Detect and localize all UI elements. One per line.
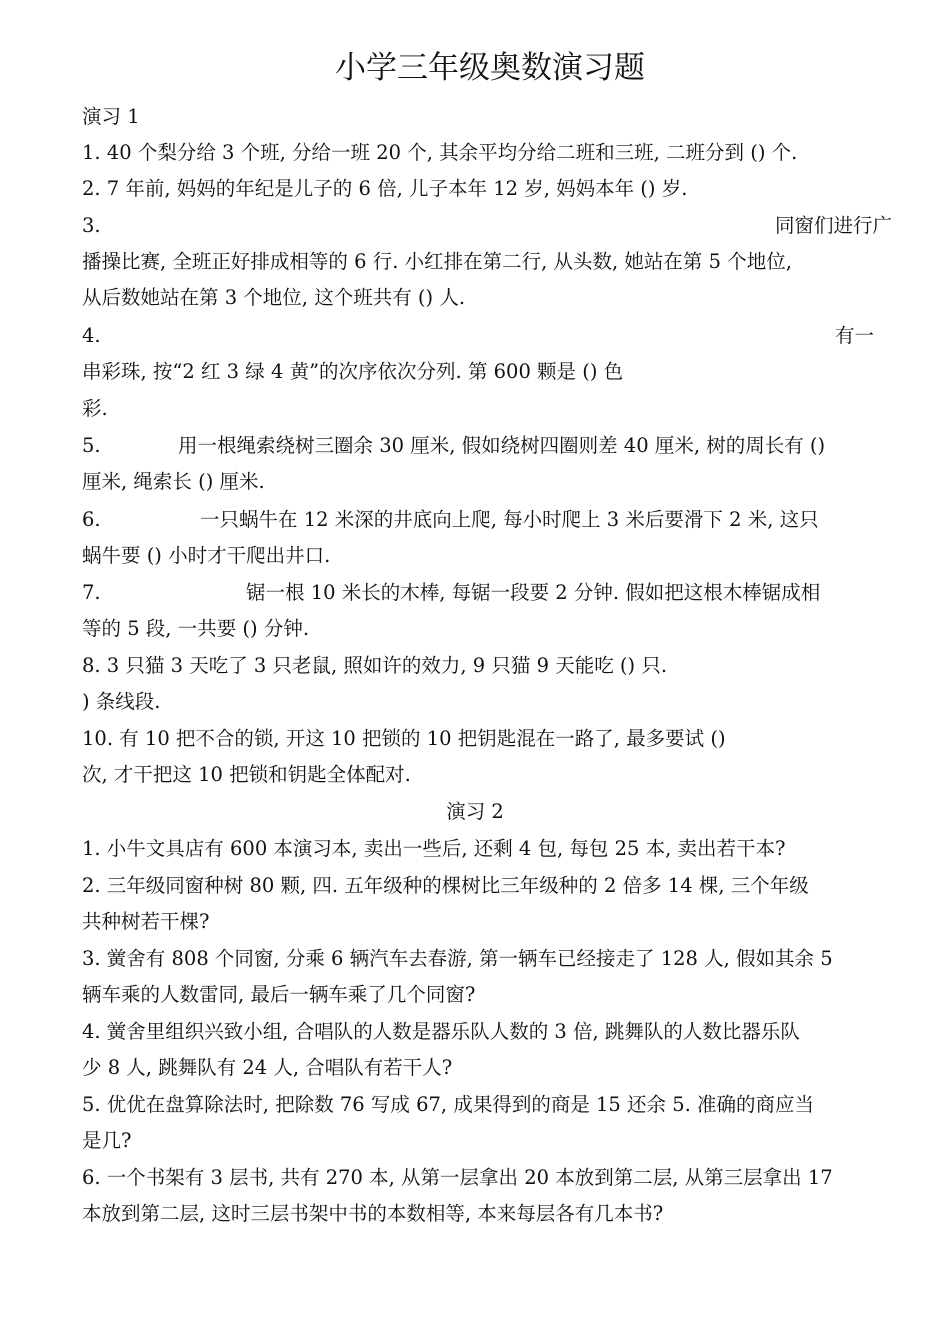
problem-number: 4. [82,324,101,347]
problem-line: 少 8 人, 跳舞队有 24 人, 合唱队有若干人? [82,1056,453,1079]
problem-line: 2. 7 年前, 妈妈的年纪是儿子的 6 倍, 儿子本年 12 岁, 妈妈本年 () 岁. [82,177,688,200]
problem-line: 厘米, 绳索长 () 厘米. [82,470,265,493]
problem-line: 用一根绳索绕树三圈余 30 厘米, 假如绕树四圈则差 40 厘米, 树的周长有 () [178,434,826,457]
problem-line: 10. 有 10 把不合的锁, 开这 10 把锁的 10 把钥匙混在一路了, 最多要试 () [82,727,726,750]
problem-line: 播操比赛, 全班正好排成相等的 6 行. 小红排在第二行, 从头数, 她站在第 5 个地位, [82,250,792,273]
problem-line: 从后数她站在第 3 个地位, 这个班共有 () 人. [82,286,466,309]
problem-number: 3. [82,214,101,237]
problem-line: 4. 黉舍里组织兴致小组, 合唱队的人数是器乐队人数的 3 倍, 跳舞队的人数比器乐队 [82,1020,800,1043]
problem-line: 是几? [82,1129,132,1152]
page-title: 小学三年级奥数演习题 [335,50,645,86]
problem-line: 蜗牛要 () 小时才干爬出井口. [82,544,331,567]
section-heading-1: 演习 1 [82,105,140,128]
problem-line: 次, 才干把这 10 把锁和钥匙全体配对. [82,763,411,786]
problem-number: 5. [82,434,101,457]
problem-line: 6. 一个书架有 3 层书, 共有 270 本, 从第一层拿出 20 本放到第二层, 从第三层拿出 17 [82,1166,833,1189]
problem-number: 6. [82,508,101,531]
problem-line: 共种树若干棵? [82,910,210,933]
problem-line: 3. 黉舍有 808 个同窗, 分乘 6 辆汽车去春游, 第一辆车已经接走了 128 人, 假如其余 5 [82,947,833,970]
section-heading-2: 演习 2 [446,800,504,823]
problem-line: 本放到第二层, 这时三层书架中书的本数相等, 本来每层各有几本书? [82,1202,664,1225]
problem-line: 一只蜗牛在 12 米深的井底向上爬, 每小时爬上 3 米后要滑下 2 米, 这只 [200,508,819,531]
problem-line: 有一 [834,324,874,347]
problem-line: 锯一根 10 米长的木棒, 每锯一段要 2 分钟. 假如把这根木棒锯成相 [246,581,821,604]
problem-line: ) 条线段. [82,690,161,713]
problem-line: 辆车乘的人数雷同, 最后一辆车乘了几个同窗? [82,983,476,1006]
problem-line: 彩. [82,397,108,420]
problem-line: 串彩珠, 按“2 红 3 绿 4 黄”的次序依次分列. 第 600 颗是 () 色 [82,360,624,383]
problem-line: 5. 优优在盘算除法时, 把除数 76 写成 67, 成果得到的商是 15 还余 5. 准确的商应当 [82,1093,815,1116]
problem-line: 2. 三年级同窗种树 80 颗, 四. 五年级种的棵树比三年级种的 2 倍多 14 棵, 三个年级 [82,874,809,897]
problem-number: 7. [82,581,101,604]
problem-line: 1. 40 个梨分给 3 个班, 分给一班 20 个, 其余平均分给二班和三班, 二班分到 () 个. [82,141,798,164]
problem-line: 8. 3 只猫 3 天吃了 3 只老鼠, 照如许的效力, 9 只猫 9 天能吃 () 只. [82,654,668,677]
problem-line: 等的 5 段, 一共要 () 分钟. [82,617,310,640]
problem-line: 同窗们进行广 [774,214,892,237]
problem-line: 1. 小牛文具店有 600 本演习本, 卖出一些后, 还剩 4 包, 每包 25 本, 卖出若干本? [82,837,786,860]
